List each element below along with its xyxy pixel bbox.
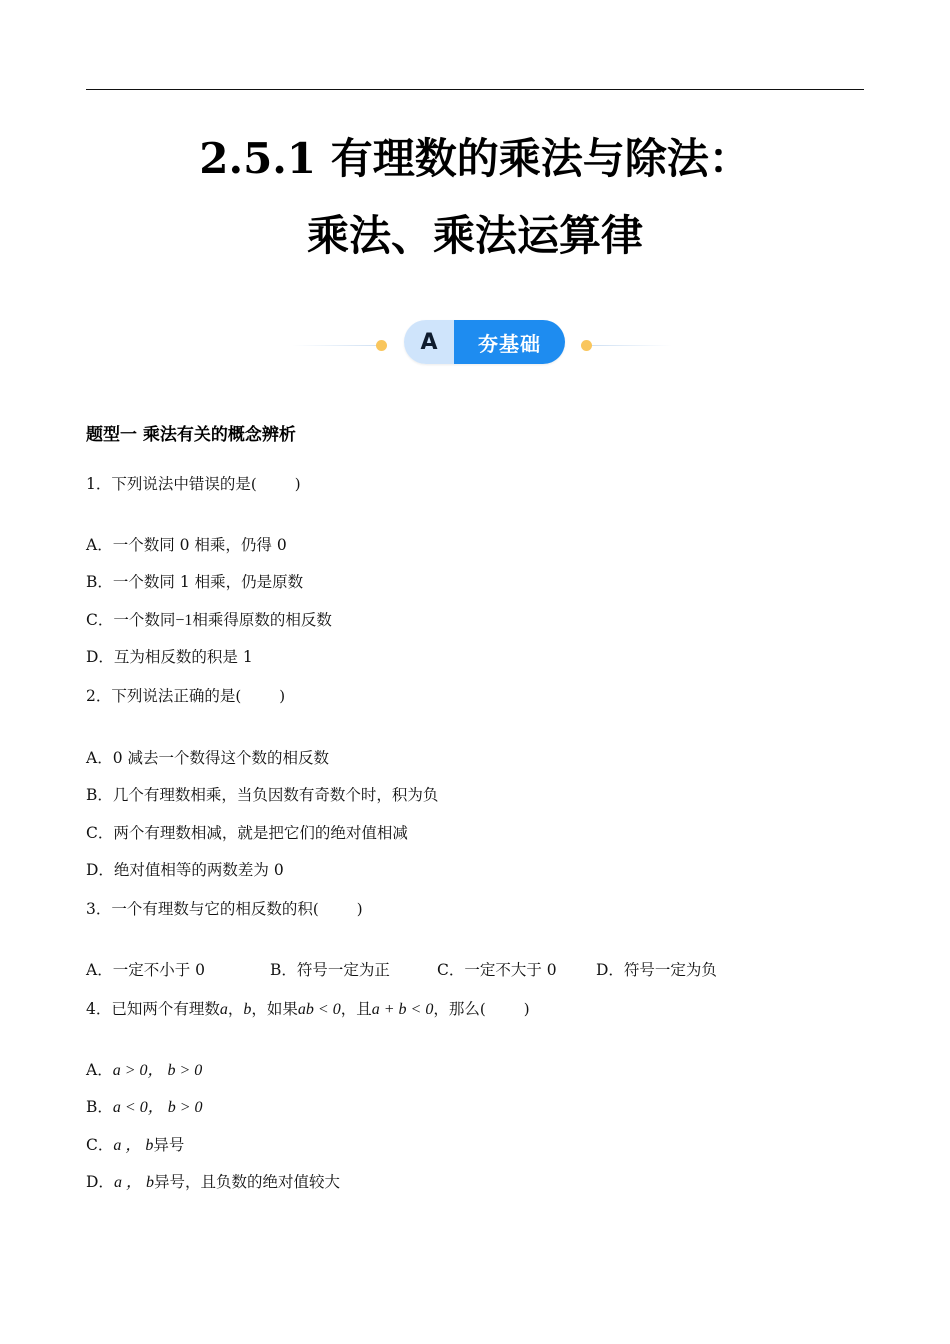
page-title-line2: 乘法、乘法运算律 [306,211,643,260]
banner-pill [404,320,565,364]
section-banner [0,320,950,364]
header-rule [86,89,864,90]
q4-option-a: A．a > 0， b > 0 [86,1061,203,1079]
q2-answer-paren: ( ) [235,687,286,705]
banner-label: 夯基础 [454,320,565,364]
q3-stem: 3．一个有理数与它的相反数的积( ) [86,900,363,918]
banner-line-right [592,345,672,346]
q4-answer-paren: ( ) [479,1000,530,1018]
page-title-line1: 2.5.1 有理数的乘法与除法： [199,134,751,183]
q3-option-d: D．符号一定为负 [596,961,717,979]
banner-dot-left [376,340,387,351]
q1-stem: 1．下列说法中错误的是( ) [86,475,301,493]
q1-option-d: D．互为相反数的积是 1 [86,648,253,666]
q1-answer-paren: ( ) [250,475,301,493]
section-title: 题型一 乘法有关的概念辨析 [86,425,296,445]
banner-line-left [292,345,380,346]
banner-dot-right [581,340,592,351]
q2-option-b: B．几个有理数相乘，当负因数有奇数个时，积为负 [86,786,439,804]
q3-option-c: C．一定不大于 0 [437,961,557,979]
q3-answer-paren: ( ) [312,900,363,918]
q2-option-a: A．0 减去一个数得这个数的相反数 [86,749,329,767]
q1-option-a: A．一个数同 0 相乘，仍得 0 [86,536,287,554]
q4-option-b: B．a < 0， b > 0 [86,1098,203,1116]
q3-option-b: B．符号一定为正 [270,961,390,979]
q3-option-a: A．一定不小于 0 [86,961,205,979]
q2-option-c: C．两个有理数相减，就是把它们的绝对值相减 [86,824,408,842]
q1-option-c: C．一个数同−1相乘得原数的相反数 [86,611,332,629]
q2-stem: 2．下列说法正确的是( ) [86,687,286,705]
banner-letter: A [404,320,454,364]
q4-option-c: C．a ， b异号 [86,1136,185,1154]
q4-option-d: D．a ， b异号，且负数的绝对值较大 [86,1173,340,1191]
q2-option-d: D．绝对值相等的两数差为 0 [86,861,284,879]
q1-option-b: B．一个数同 1 相乘，仍是原数 [86,573,304,591]
q4-stem: 4．已知两个有理数a，b，如果ab < 0，且a + b < 0，那么( ) [86,1000,530,1018]
